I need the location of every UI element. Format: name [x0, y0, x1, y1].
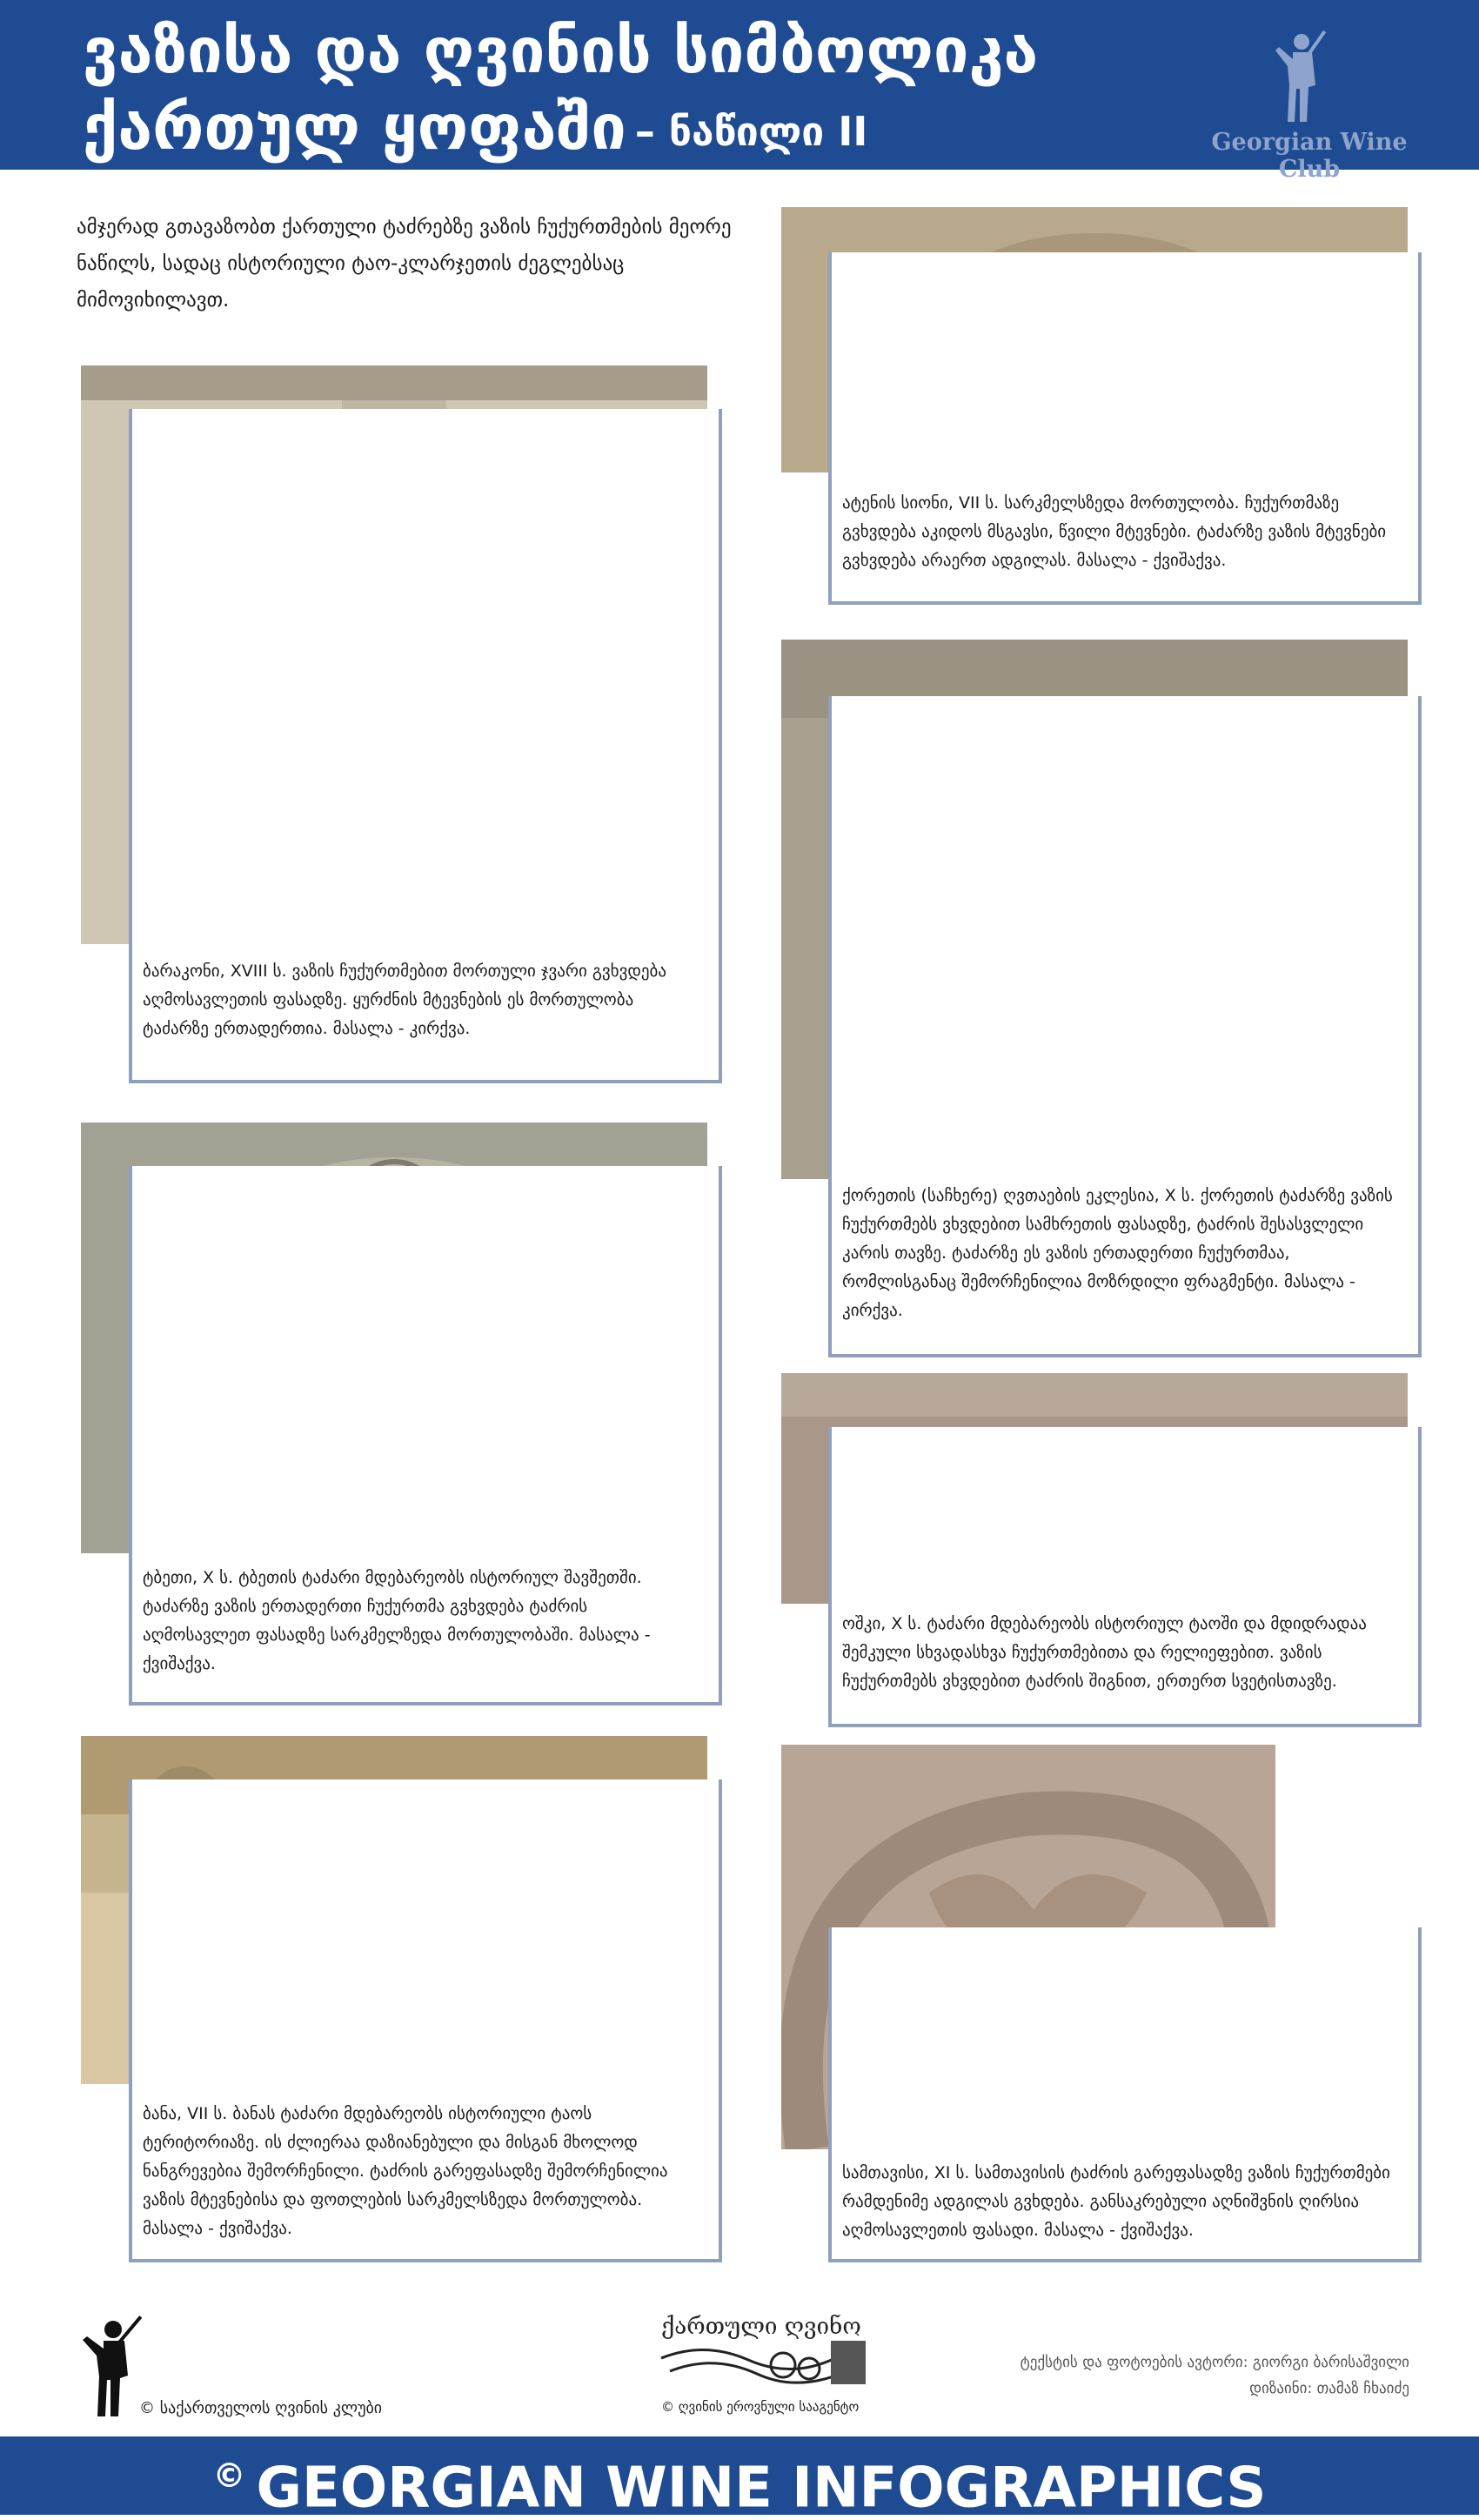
georgian-wine-logo [652, 2306, 874, 2393]
caption-frame-tbeti [129, 1166, 722, 1706]
winemaker-silhouette-icon [65, 2310, 148, 2419]
caption-frame-barakoni [129, 409, 722, 1083]
caption-frame-oshki [828, 1427, 1422, 1727]
caption-tbeti: ტბეთი, X ს. ტბეთის ტაძარი მდებარეობს ისტორიულ შავშეთში. ტაძარზე ვაზის ერთადერთი ჩუქურთმა გვხვდება ტაძრის აღმოსავლეთ ფასადზე სარკმელზედა მორთულობაში. მასალა - ქვიშაქვა. [143, 1568, 651, 1673]
caption-bana: ბანა, VII ს. ბანას ტაძარი მდებარეობს ისტორიული ტაოს ტერიტორიაზე. ის ძლიერაა დაზიანებული და მისგან მხოლოდ ნანგრევებია შემორჩენილი. ტაძრის გარეფასადზე შემორჩენილია ვაზის მტევნებისა და ფოთლების სარკმელსზედა მორთულობა. მასალა - ქვიშაქვა. [143, 2104, 668, 2238]
part-label: – ნაწილი II [634, 108, 868, 156]
footer-title-text: GEORGIAN WINE INFOGRAPHICS [256, 2456, 1267, 2520]
winemaker-silhouette-icon [1262, 24, 1340, 124]
caption-frame-samtavisi [828, 1927, 1422, 2262]
caption-frame-bana [129, 1779, 722, 2262]
caption-samtavisi: სამთავისი, XI ს. სამთავისის ტაძრის გარეფასადზე ვაზის ჩუქურთმები რამდენიმე ადგილას გვხდება. განსაკრებული აღნიშვნის ღირსია აღმოსავლეთის ფასადი. მასალა - ქვიშაქვა. [842, 2163, 1390, 2240]
caption-koreti: ქორეთის (საჩხერე) ღვთაების ეკლესია, X ს. ქორეთის ტაძარზე ვაზის ჩუქურთმებს ვხვდებით სამხრეთის ფასადზე, ტაძრის შესასვლელი კარის თავზე. ტაძარზე ეს ვაზის ერთადერთი ჩუქურთმაა, რომლისგანაც შემორჩენილია მოზრდილი ფრაგმენტი. მასალა - კირქვა. [842, 1186, 1393, 1320]
association-copyright: © ღვინის ეროვნული სააგენტო [661, 2399, 860, 2415]
caption-barakoni: ბარაკონი, XVIII ს. ვაზის ჩუქურთმებით მორთული ჯვარი გვხვდება აღმოსავლეთის ფასადზე. ყურძნის მტევნების ეს მორთულობა ტაძარზე ერთადერთია. მასალა - კირქვა. [143, 962, 667, 1038]
caption-oshki: ოშკი, X ს. ტაძარი მდებარეობს ისტორიულ ტაოში და მდიდრადაა შემკული სხვადასხვა ჩუქურთმებითა და რელიეფებით. ვაზის ჩუქურთმებს ვხვდებით ტაძრის შიგნით, ერთერთ სვეტისთავზე. [842, 1614, 1367, 1691]
club-copyright: © საქართველოს ღვინის კლუბი [139, 2399, 383, 2417]
club-name: Georgian Wine Club [1211, 129, 1408, 183]
caption-ateni: ატენის სიონი, VII ს. სარკმელსზედა მორთულობა. ჩუქურთმაზე გვხვდება აკიდოს მსგავსი, წვილი მტევნები. ტაძარზე ვაზის მტევნები გვხვდება არაერთ ადგილას. მასალა - ქვიშაქვა. [842, 493, 1387, 570]
credit-designer: დიზაინი: თამაზ ჩხაიძე [1249, 2380, 1409, 2397]
intro-text: ამჯერად გთავაზობთ ქართული ტაძრებზე ვაზის ჩუქურთმების მეორე ნაწილს, სადაც ისტორიული ტაო-კლარჯეთის ძეგლებსაც მიმოვიხილავთ. [77, 216, 732, 312]
caption-frame-ateni [828, 252, 1422, 605]
page-title-line2-text: ქართულ ყოფაში [83, 90, 626, 164]
credit-author: ტექსტის და ფოტოების ავტორი: გიორგი ბარისაშვილი [1020, 2354, 1409, 2371]
credits [1000, 2349, 1409, 2402]
caption-frame-koreti [828, 696, 1422, 1357]
svg-text:ქართული ღვინო: ქართული ღვინო [661, 2314, 861, 2340]
page-title-line1: ვაზისა და ღვინის სიმბოლიკა [83, 14, 1039, 87]
footer-title [0, 2445, 1479, 2518]
page-title-line2 [83, 90, 868, 164]
footer-copyright-symbol: © [212, 2456, 246, 2495]
